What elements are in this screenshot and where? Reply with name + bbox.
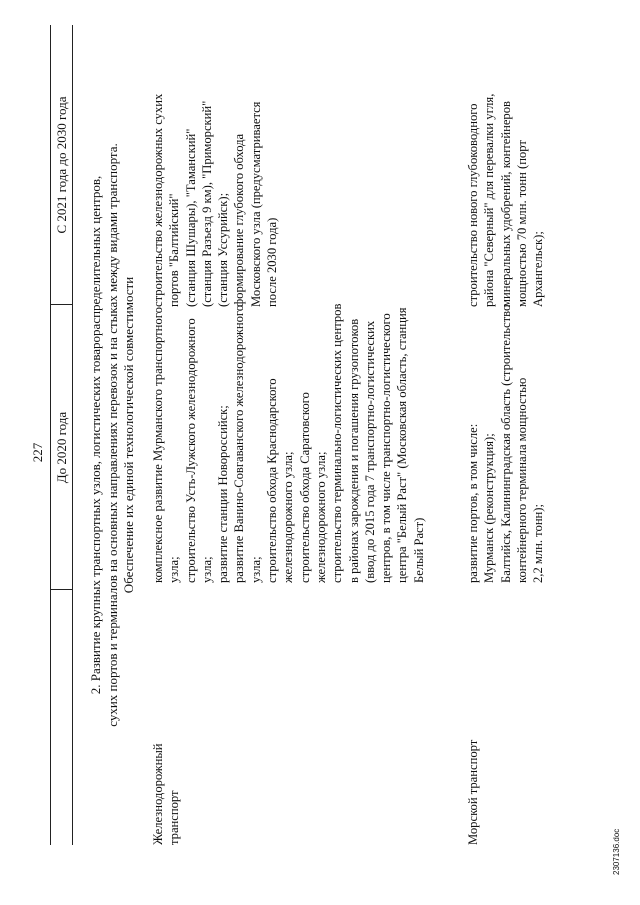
page-number: 227	[30, 442, 45, 463]
column-header-2021-2030: С 2021 года до 2030 года	[54, 96, 69, 234]
railway-until-2020: комплексное развитие Мурманского транспортного узла; строительство Усть-Лужского железнодорожного узла; развитие станции Новороссийск; развитие Ванино-Совгаванского железнодорожного узла; строительство обхода Краснодарского железнодорожного узла; строительство обхода Саратовского железнодорожного узла; строительство терминально-логистических центров в районах зарождения и погашения грузопотоков (ввод до 2015 года 7 транспортно-логистических центров, в том числе транспортно-логистического центра "Белый Раст" (Московская область, станция Белый Раст)	[151, 303, 426, 583]
maritime-until-2020: развитие портов, в том числе: Мурманск (реконструкция); Балтийск, Калининградская область (строительство контейнерного терминала мощностью 2,2 млн. тонн);	[466, 304, 546, 583]
footer-file-code: 2307136.doc	[612, 828, 621, 875]
table-header-top-rule	[50, 25, 51, 845]
section-title-line: Обеспечение их единой технологической совместимости	[121, 276, 136, 594]
railway-2021-2030: строительство железнодорожных сухих портов "Балтийский" (станция Шушары), "Таманский" (станция Разъезд 9 км), "Приморский" (станция Уссурийск); формирование глубокого обхода Московского узла (предусматривается после 2030 года)	[151, 93, 280, 307]
maritime-2021-2030: строительство нового глубоководного района "Северный" для перевалки угля, минеральных удобрений, контейнеров мощностью 70 млн. тонн (порт Архангельск);	[466, 93, 546, 307]
row-label-railway: Железнодорожный транспорт	[151, 743, 182, 845]
section-title-line: 2. Развитие крупных транспортных узлов, логистических товарораспределительных центров,	[88, 175, 103, 695]
column-header-until-2020: До 2020 года	[54, 411, 69, 484]
section-title	[88, 25, 138, 845]
section-title-line: сухих портов и терминалов на основных направлениях перевозок и на стыках между видами транспорта.	[104, 143, 120, 727]
table-header-bottom-rule	[72, 25, 73, 845]
row-label-maritime: Морской транспорт	[466, 739, 480, 845]
